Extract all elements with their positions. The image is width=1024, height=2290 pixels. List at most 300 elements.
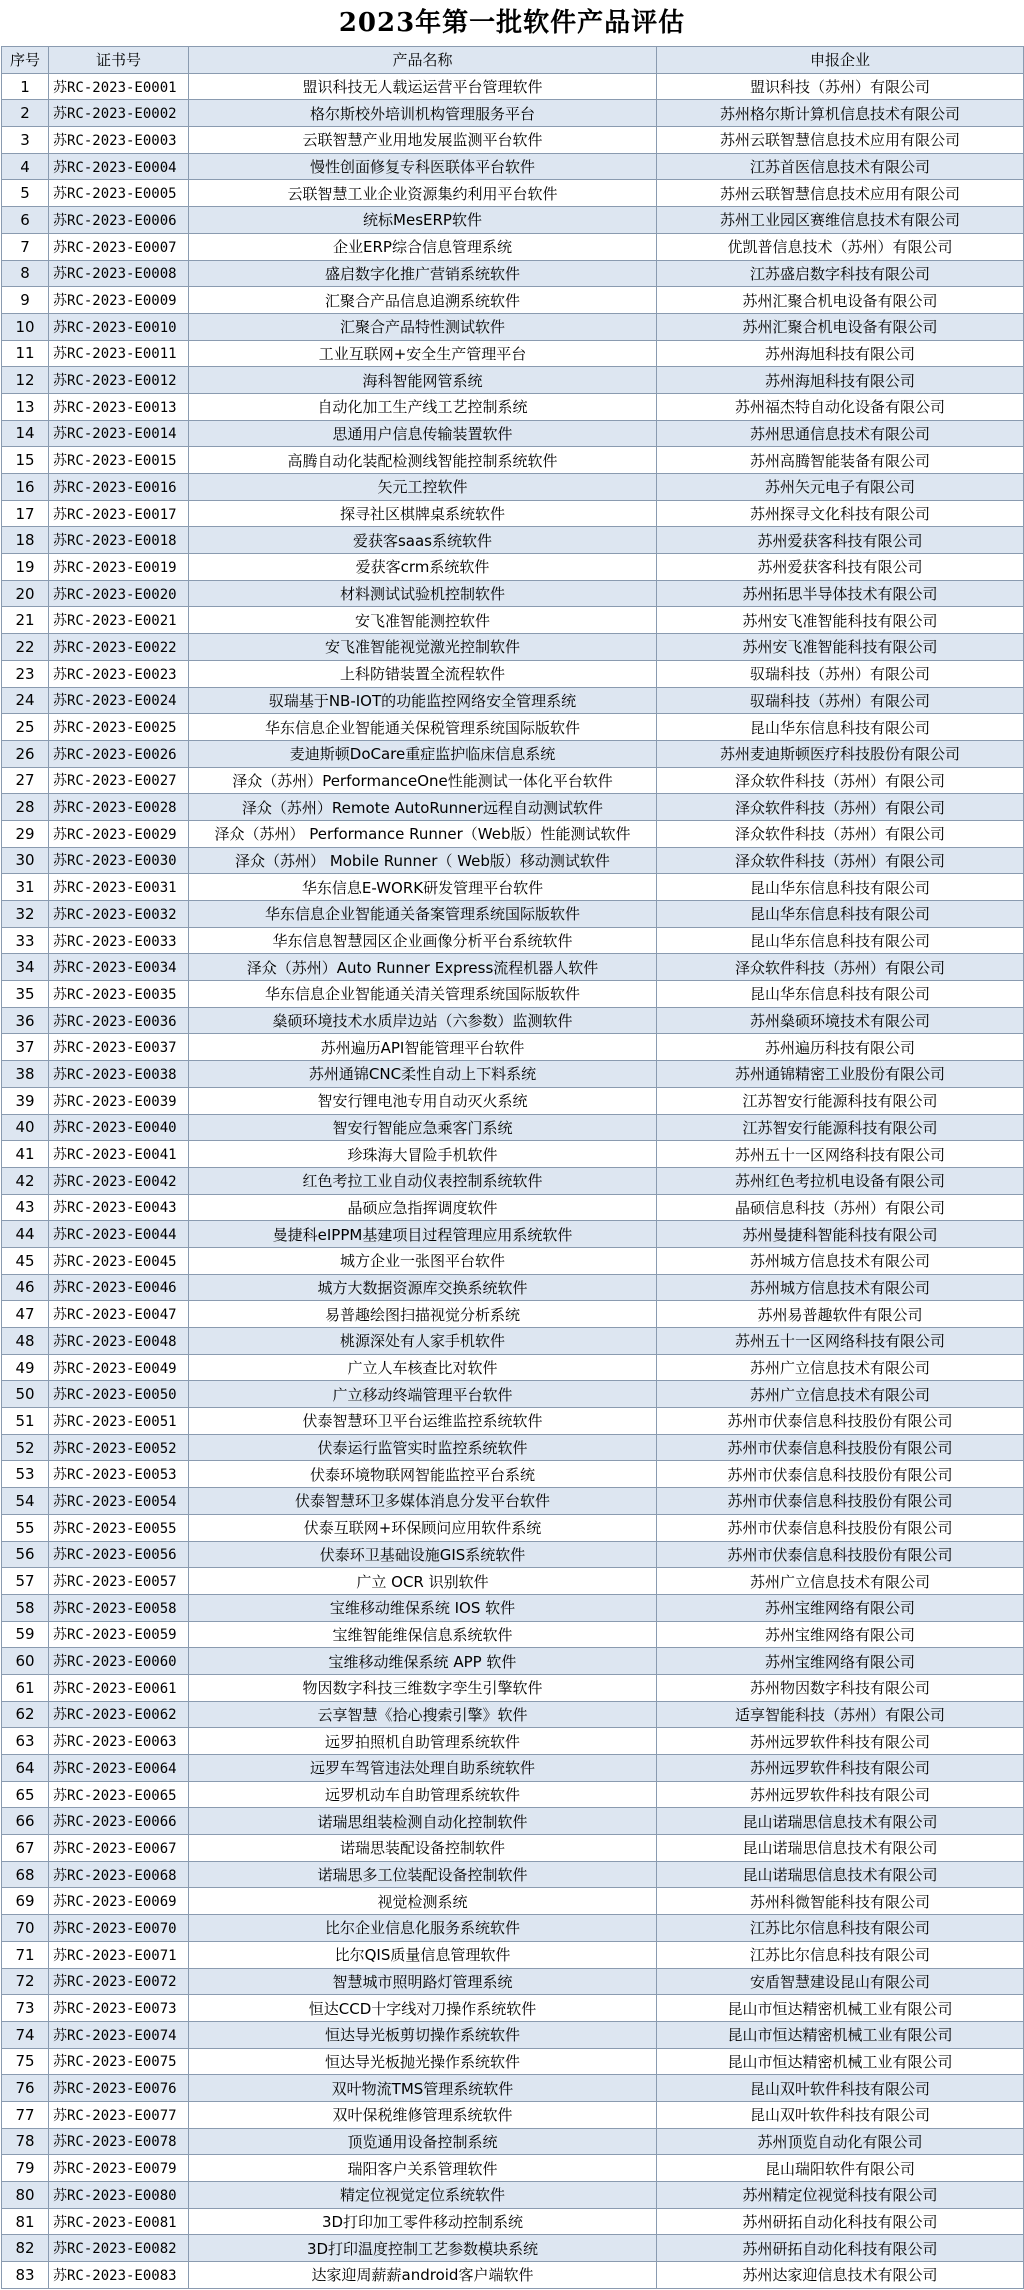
- serial-number-cell[interactable]: 9: [2, 287, 49, 314]
- product-name-cell[interactable]: 远罗拍照机自助管理系统软件: [189, 1728, 657, 1755]
- serial-number-cell[interactable]: 69: [2, 1888, 49, 1915]
- applicant-company-cell[interactable]: 苏州通锦精密工业股份有限公司: [657, 1061, 1024, 1088]
- applicant-company-cell[interactable]: 苏州工业园区赛维信息技术有限公司: [657, 207, 1024, 234]
- product-name-cell[interactable]: 3D打印加工零件移动控制系统: [189, 2208, 657, 2235]
- certificate-number-cell[interactable]: 苏RC-2023-E0055: [49, 1514, 189, 1541]
- applicant-company-cell[interactable]: 苏州麦迪斯顿医疗科技股份有限公司: [657, 740, 1024, 767]
- serial-number-cell[interactable]: 5: [2, 180, 49, 207]
- certificate-number-cell[interactable]: 苏RC-2023-E0059: [49, 1621, 189, 1648]
- applicant-company-cell[interactable]: 江苏比尔信息科技有限公司: [657, 1915, 1024, 1942]
- certificate-number-cell[interactable]: 苏RC-2023-E0012: [49, 367, 189, 394]
- product-name-cell[interactable]: 工业互联网+安全生产管理平台: [189, 340, 657, 367]
- applicant-company-cell[interactable]: 苏州思通信息技术有限公司: [657, 420, 1024, 447]
- serial-number-cell[interactable]: 66: [2, 1808, 49, 1835]
- certificate-number-cell[interactable]: 苏RC-2023-E0026: [49, 740, 189, 767]
- product-name-cell[interactable]: 视觉检测系统: [189, 1888, 657, 1915]
- serial-number-cell[interactable]: 64: [2, 1755, 49, 1782]
- applicant-company-cell[interactable]: 苏州科微智能科技有限公司: [657, 1888, 1024, 1915]
- certificate-number-cell[interactable]: 苏RC-2023-E0001: [49, 73, 189, 100]
- certificate-number-cell[interactable]: 苏RC-2023-E0007: [49, 233, 189, 260]
- product-name-cell[interactable]: 泽众（苏州）Remote AutoRunner远程自动测试软件: [189, 794, 657, 821]
- product-name-cell[interactable]: 广立人车核查比对软件: [189, 1354, 657, 1381]
- product-name-cell[interactable]: 物因数字科技三维数字孪生引擎软件: [189, 1674, 657, 1701]
- applicant-company-cell[interactable]: 苏州格尔斯计算机信息技术有限公司: [657, 100, 1024, 127]
- product-name-cell[interactable]: 云联智慧产业用地发展监测平台软件: [189, 127, 657, 154]
- applicant-company-cell[interactable]: 安盾智慧建设昆山有限公司: [657, 1968, 1024, 1995]
- serial-number-cell[interactable]: 28: [2, 794, 49, 821]
- applicant-company-cell[interactable]: 苏州广立信息技术有限公司: [657, 1381, 1024, 1408]
- applicant-company-cell[interactable]: 优凯普信息技术（苏州）有限公司: [657, 233, 1024, 260]
- applicant-company-cell[interactable]: 驭瑞科技（苏州）有限公司: [657, 687, 1024, 714]
- serial-number-cell[interactable]: 53: [2, 1461, 49, 1488]
- applicant-company-cell[interactable]: 泽众软件科技（苏州）有限公司: [657, 847, 1024, 874]
- certificate-number-cell[interactable]: 苏RC-2023-E0023: [49, 660, 189, 687]
- serial-number-cell[interactable]: 59: [2, 1621, 49, 1648]
- applicant-company-cell[interactable]: 苏州顶览自动化有限公司: [657, 2128, 1024, 2155]
- applicant-company-cell[interactable]: 苏州宝维网络有限公司: [657, 1621, 1024, 1648]
- product-name-cell[interactable]: 伏泰环境物联网智能监控平台系统: [189, 1461, 657, 1488]
- serial-number-cell[interactable]: 74: [2, 2021, 49, 2048]
- certificate-number-cell[interactable]: 苏RC-2023-E0002: [49, 100, 189, 127]
- header-product-name[interactable]: 产品名称: [189, 47, 657, 74]
- applicant-company-cell[interactable]: 苏州市伏泰信息科技股份有限公司: [657, 1434, 1024, 1461]
- certificate-number-cell[interactable]: 苏RC-2023-E0009: [49, 287, 189, 314]
- applicant-company-cell[interactable]: 苏州研拓自动化科技有限公司: [657, 2208, 1024, 2235]
- serial-number-cell[interactable]: 42: [2, 1167, 49, 1194]
- product-name-cell[interactable]: 精定位视觉定位系统软件: [189, 2182, 657, 2209]
- serial-number-cell[interactable]: 13: [2, 393, 49, 420]
- serial-number-cell[interactable]: 23: [2, 660, 49, 687]
- product-name-cell[interactable]: 探寻社区棋牌桌系统软件: [189, 500, 657, 527]
- certificate-number-cell[interactable]: 苏RC-2023-E0040: [49, 1114, 189, 1141]
- serial-number-cell[interactable]: 77: [2, 2101, 49, 2128]
- product-name-cell[interactable]: 泽众（苏州）Auto Runner Express流程机器人软件: [189, 954, 657, 981]
- serial-number-cell[interactable]: 14: [2, 420, 49, 447]
- product-name-cell[interactable]: 格尔斯校外培训机构管理服务平台: [189, 100, 657, 127]
- certificate-number-cell[interactable]: 苏RC-2023-E0010: [49, 313, 189, 340]
- applicant-company-cell[interactable]: 苏州研拓自动化科技有限公司: [657, 2235, 1024, 2262]
- product-name-cell[interactable]: 泽众（苏州）PerformanceOne性能测试一体化平台软件: [189, 767, 657, 794]
- certificate-number-cell[interactable]: 苏RC-2023-E0063: [49, 1728, 189, 1755]
- applicant-company-cell[interactable]: 泽众软件科技（苏州）有限公司: [657, 767, 1024, 794]
- product-name-cell[interactable]: 材料测试试验机控制软件: [189, 580, 657, 607]
- product-name-cell[interactable]: 诺瑞思装配设备控制软件: [189, 1835, 657, 1862]
- serial-number-cell[interactable]: 3: [2, 127, 49, 154]
- certificate-number-cell[interactable]: 苏RC-2023-E0006: [49, 207, 189, 234]
- serial-number-cell[interactable]: 22: [2, 634, 49, 661]
- certificate-number-cell[interactable]: 苏RC-2023-E0008: [49, 260, 189, 287]
- product-name-cell[interactable]: 自动化加工生产线工艺控制系统: [189, 393, 657, 420]
- product-name-cell[interactable]: 思通用户信息传输装置软件: [189, 420, 657, 447]
- applicant-company-cell[interactable]: 昆山双叶软件科技有限公司: [657, 2101, 1024, 2128]
- applicant-company-cell[interactable]: 昆山华东信息科技有限公司: [657, 981, 1024, 1008]
- serial-number-cell[interactable]: 45: [2, 1247, 49, 1274]
- product-name-cell[interactable]: 广立移动终端管理平台软件: [189, 1381, 657, 1408]
- serial-number-cell[interactable]: 8: [2, 260, 49, 287]
- product-name-cell[interactable]: 安飞准智能视觉激光控制软件: [189, 634, 657, 661]
- product-name-cell[interactable]: 城方企业一张图平台软件: [189, 1247, 657, 1274]
- applicant-company-cell[interactable]: 昆山诺瑞思信息技术有限公司: [657, 1808, 1024, 1835]
- applicant-company-cell[interactable]: 苏州爱获客科技有限公司: [657, 554, 1024, 581]
- product-name-cell[interactable]: 宝维智能维保信息系统软件: [189, 1621, 657, 1648]
- certificate-number-cell[interactable]: 苏RC-2023-E0031: [49, 874, 189, 901]
- applicant-company-cell[interactable]: 昆山华东信息科技有限公司: [657, 901, 1024, 928]
- certificate-number-cell[interactable]: 苏RC-2023-E0020: [49, 580, 189, 607]
- certificate-number-cell[interactable]: 苏RC-2023-E0075: [49, 2048, 189, 2075]
- applicant-company-cell[interactable]: 苏州物因数字科技有限公司: [657, 1674, 1024, 1701]
- serial-number-cell[interactable]: 7: [2, 233, 49, 260]
- applicant-company-cell[interactable]: 昆山华东信息科技有限公司: [657, 714, 1024, 741]
- product-name-cell[interactable]: 企业ERP综合信息管理系统: [189, 233, 657, 260]
- applicant-company-cell[interactable]: 苏州易普趣软件有限公司: [657, 1301, 1024, 1328]
- serial-number-cell[interactable]: 17: [2, 500, 49, 527]
- certificate-number-cell[interactable]: 苏RC-2023-E0024: [49, 687, 189, 714]
- product-name-cell[interactable]: 统标MesERP软件: [189, 207, 657, 234]
- certificate-number-cell[interactable]: 苏RC-2023-E0042: [49, 1167, 189, 1194]
- applicant-company-cell[interactable]: 昆山市恒达精密机械工业有限公司: [657, 1995, 1024, 2022]
- applicant-company-cell[interactable]: 苏州市伏泰信息科技股份有限公司: [657, 1488, 1024, 1515]
- applicant-company-cell[interactable]: 苏州安飞准智能科技有限公司: [657, 634, 1024, 661]
- serial-number-cell[interactable]: 26: [2, 740, 49, 767]
- serial-number-cell[interactable]: 32: [2, 901, 49, 928]
- product-name-cell[interactable]: 驭瑞基于NB-IOT的功能监控网络安全管理系统: [189, 687, 657, 714]
- certificate-number-cell[interactable]: 苏RC-2023-E0066: [49, 1808, 189, 1835]
- product-name-cell[interactable]: 远罗车驾管违法处理自助系统软件: [189, 1755, 657, 1782]
- certificate-number-cell[interactable]: 苏RC-2023-E0058: [49, 1594, 189, 1621]
- applicant-company-cell[interactable]: 昆山双叶软件科技有限公司: [657, 2075, 1024, 2102]
- serial-number-cell[interactable]: 36: [2, 1007, 49, 1034]
- product-name-cell[interactable]: 安飞准智能测控软件: [189, 607, 657, 634]
- serial-number-cell[interactable]: 68: [2, 1861, 49, 1888]
- serial-number-cell[interactable]: 70: [2, 1915, 49, 1942]
- certificate-number-cell[interactable]: 苏RC-2023-E0053: [49, 1461, 189, 1488]
- applicant-company-cell[interactable]: 昆山华东信息科技有限公司: [657, 874, 1024, 901]
- serial-number-cell[interactable]: 76: [2, 2075, 49, 2102]
- applicant-company-cell[interactable]: 苏州云联智慧信息技术应用有限公司: [657, 127, 1024, 154]
- certificate-number-cell[interactable]: 苏RC-2023-E0072: [49, 1968, 189, 1995]
- product-name-cell[interactable]: 伏泰智慧环卫多媒体消息分发平台软件: [189, 1488, 657, 1515]
- serial-number-cell[interactable]: 49: [2, 1354, 49, 1381]
- product-name-cell[interactable]: 矢元工控软件: [189, 474, 657, 501]
- serial-number-cell[interactable]: 52: [2, 1434, 49, 1461]
- product-name-cell[interactable]: 汇聚合产品信息追溯系统软件: [189, 287, 657, 314]
- applicant-company-cell[interactable]: 苏州远罗软件科技有限公司: [657, 1755, 1024, 1782]
- serial-number-cell[interactable]: 24: [2, 687, 49, 714]
- product-name-cell[interactable]: 桃源深处有人家手机软件: [189, 1328, 657, 1355]
- product-name-cell[interactable]: 诺瑞思多工位装配设备控制软件: [189, 1861, 657, 1888]
- applicant-company-cell[interactable]: 苏州福杰特自动化设备有限公司: [657, 393, 1024, 420]
- certificate-number-cell[interactable]: 苏RC-2023-E0038: [49, 1061, 189, 1088]
- certificate-number-cell[interactable]: 苏RC-2023-E0070: [49, 1915, 189, 1942]
- product-name-cell[interactable]: 高腾自动化装配检测线智能控制系统软件: [189, 447, 657, 474]
- certificate-number-cell[interactable]: 苏RC-2023-E0056: [49, 1541, 189, 1568]
- applicant-company-cell[interactable]: 苏州市伏泰信息科技股份有限公司: [657, 1514, 1024, 1541]
- certificate-number-cell[interactable]: 苏RC-2023-E0065: [49, 1781, 189, 1808]
- certificate-number-cell[interactable]: 苏RC-2023-E0030: [49, 847, 189, 874]
- serial-number-cell[interactable]: 56: [2, 1541, 49, 1568]
- certificate-number-cell[interactable]: 苏RC-2023-E0074: [49, 2021, 189, 2048]
- certificate-number-cell[interactable]: 苏RC-2023-E0021: [49, 607, 189, 634]
- product-name-cell[interactable]: 汇聚合产品特性测试软件: [189, 313, 657, 340]
- serial-number-cell[interactable]: 58: [2, 1594, 49, 1621]
- serial-number-cell[interactable]: 11: [2, 340, 49, 367]
- product-name-cell[interactable]: 易普趣绘图扫描视觉分析系统: [189, 1301, 657, 1328]
- certificate-number-cell[interactable]: 苏RC-2023-E0068: [49, 1861, 189, 1888]
- serial-number-cell[interactable]: 39: [2, 1087, 49, 1114]
- product-name-cell[interactable]: 云享智慧《拾心搜索引擎》软件: [189, 1701, 657, 1728]
- applicant-company-cell[interactable]: 昆山市恒达精密机械工业有限公司: [657, 2048, 1024, 2075]
- certificate-number-cell[interactable]: 苏RC-2023-E0076: [49, 2075, 189, 2102]
- applicant-company-cell[interactable]: 苏州精定位视觉科技有限公司: [657, 2182, 1024, 2209]
- serial-number-cell[interactable]: 2: [2, 100, 49, 127]
- product-name-cell[interactable]: 广立 OCR 识别软件: [189, 1568, 657, 1595]
- serial-number-cell[interactable]: 29: [2, 820, 49, 847]
- applicant-company-cell[interactable]: 苏州市伏泰信息科技股份有限公司: [657, 1408, 1024, 1435]
- applicant-company-cell[interactable]: 江苏智安行能源科技有限公司: [657, 1087, 1024, 1114]
- applicant-company-cell[interactable]: 苏州远罗软件科技有限公司: [657, 1728, 1024, 1755]
- product-name-cell[interactable]: 宝维移动维保系统 APP 软件: [189, 1648, 657, 1675]
- serial-number-cell[interactable]: 78: [2, 2128, 49, 2155]
- product-name-cell[interactable]: 珍珠海大冒险手机软件: [189, 1141, 657, 1168]
- certificate-number-cell[interactable]: 苏RC-2023-E0054: [49, 1488, 189, 1515]
- certificate-number-cell[interactable]: 苏RC-2023-E0078: [49, 2128, 189, 2155]
- certificate-number-cell[interactable]: 苏RC-2023-E0049: [49, 1354, 189, 1381]
- applicant-company-cell[interactable]: 苏州海旭科技有限公司: [657, 367, 1024, 394]
- serial-number-cell[interactable]: 6: [2, 207, 49, 234]
- serial-number-cell[interactable]: 82: [2, 2235, 49, 2262]
- serial-number-cell[interactable]: 62: [2, 1701, 49, 1728]
- certificate-number-cell[interactable]: 苏RC-2023-E0061: [49, 1674, 189, 1701]
- certificate-number-cell[interactable]: 苏RC-2023-E0004: [49, 153, 189, 180]
- applicant-company-cell[interactable]: 苏州海旭科技有限公司: [657, 340, 1024, 367]
- applicant-company-cell[interactable]: 苏州汇聚合机电设备有限公司: [657, 287, 1024, 314]
- product-name-cell[interactable]: 恒达CCD十字线对刀操作系统软件: [189, 1995, 657, 2022]
- applicant-company-cell[interactable]: 苏州宝维网络有限公司: [657, 1594, 1024, 1621]
- product-name-cell[interactable]: 远罗机动车自助管理系统软件: [189, 1781, 657, 1808]
- product-name-cell[interactable]: 盛启数字化推广营销系统软件: [189, 260, 657, 287]
- serial-number-cell[interactable]: 75: [2, 2048, 49, 2075]
- applicant-company-cell[interactable]: 苏州广立信息技术有限公司: [657, 1354, 1024, 1381]
- header-certificate-number[interactable]: 证书号: [49, 47, 189, 74]
- certificate-number-cell[interactable]: 苏RC-2023-E0079: [49, 2155, 189, 2182]
- serial-number-cell[interactable]: 18: [2, 527, 49, 554]
- serial-number-cell[interactable]: 81: [2, 2208, 49, 2235]
- applicant-company-cell[interactable]: 苏州爱获客科技有限公司: [657, 527, 1024, 554]
- product-name-cell[interactable]: 伏泰环卫基础设施GIS系统软件: [189, 1541, 657, 1568]
- applicant-company-cell[interactable]: 泽众软件科技（苏州）有限公司: [657, 794, 1024, 821]
- serial-number-cell[interactable]: 30: [2, 847, 49, 874]
- product-name-cell[interactable]: 华东信息企业智能通关备案管理系统国际版软件: [189, 901, 657, 928]
- serial-number-cell[interactable]: 71: [2, 1941, 49, 1968]
- product-name-cell[interactable]: 伏泰互联网+环保顾问应用软件系统: [189, 1514, 657, 1541]
- product-name-cell[interactable]: 泽众（苏州） Mobile Runner（ Web版）移动测试软件: [189, 847, 657, 874]
- applicant-company-cell[interactable]: 苏州云联智慧信息技术应用有限公司: [657, 180, 1024, 207]
- product-name-cell[interactable]: 麦迪斯顿DoCare重症监护临床信息系统: [189, 740, 657, 767]
- serial-number-cell[interactable]: 31: [2, 874, 49, 901]
- certificate-number-cell[interactable]: 苏RC-2023-E0060: [49, 1648, 189, 1675]
- applicant-company-cell[interactable]: 昆山市恒达精密机械工业有限公司: [657, 2021, 1024, 2048]
- applicant-company-cell[interactable]: 江苏比尔信息科技有限公司: [657, 1941, 1024, 1968]
- applicant-company-cell[interactable]: 苏州遍历科技有限公司: [657, 1034, 1024, 1061]
- applicant-company-cell[interactable]: 江苏智安行能源科技有限公司: [657, 1114, 1024, 1141]
- product-name-cell[interactable]: 爱获客crm系统软件: [189, 554, 657, 581]
- certificate-number-cell[interactable]: 苏RC-2023-E0064: [49, 1755, 189, 1782]
- applicant-company-cell[interactable]: 苏州探寻文化科技有限公司: [657, 500, 1024, 527]
- product-name-cell[interactable]: 伏泰运行监管实时监控系统软件: [189, 1434, 657, 1461]
- applicant-company-cell[interactable]: 晶硕信息科技（苏州）有限公司: [657, 1194, 1024, 1221]
- certificate-number-cell[interactable]: 苏RC-2023-E0057: [49, 1568, 189, 1595]
- product-name-cell[interactable]: 晶硕应急指挥调度软件: [189, 1194, 657, 1221]
- certificate-number-cell[interactable]: 苏RC-2023-E0062: [49, 1701, 189, 1728]
- certificate-number-cell[interactable]: 苏RC-2023-E0032: [49, 901, 189, 928]
- applicant-company-cell[interactable]: 泽众软件科技（苏州）有限公司: [657, 954, 1024, 981]
- product-name-cell[interactable]: 双叶物流TMS管理系统软件: [189, 2075, 657, 2102]
- serial-number-cell[interactable]: 16: [2, 474, 49, 501]
- applicant-company-cell[interactable]: 适享智能科技（苏州）有限公司: [657, 1701, 1024, 1728]
- product-name-cell[interactable]: 爱获客saas系统软件: [189, 527, 657, 554]
- certificate-number-cell[interactable]: 苏RC-2023-E0033: [49, 927, 189, 954]
- product-name-cell[interactable]: 伏泰智慧环卫平台运维监控系统软件: [189, 1408, 657, 1435]
- certificate-number-cell[interactable]: 苏RC-2023-E0069: [49, 1888, 189, 1915]
- serial-number-cell[interactable]: 51: [2, 1408, 49, 1435]
- certificate-number-cell[interactable]: 苏RC-2023-E0028: [49, 794, 189, 821]
- serial-number-cell[interactable]: 44: [2, 1221, 49, 1248]
- header-serial-number[interactable]: 序号: [2, 47, 49, 74]
- serial-number-cell[interactable]: 43: [2, 1194, 49, 1221]
- certificate-number-cell[interactable]: 苏RC-2023-E0014: [49, 420, 189, 447]
- certificate-number-cell[interactable]: 苏RC-2023-E0022: [49, 634, 189, 661]
- product-name-cell[interactable]: 苏州遍历API智能管理平台软件: [189, 1034, 657, 1061]
- serial-number-cell[interactable]: 12: [2, 367, 49, 394]
- applicant-company-cell[interactable]: 苏州高腾智能装备有限公司: [657, 447, 1024, 474]
- product-name-cell[interactable]: 比尔QIS质量信息管理软件: [189, 1941, 657, 1968]
- certificate-number-cell[interactable]: 苏RC-2023-E0027: [49, 767, 189, 794]
- applicant-company-cell[interactable]: 苏州拓思半导体技术有限公司: [657, 580, 1024, 607]
- product-name-cell[interactable]: 城方大数据资源库交换系统软件: [189, 1274, 657, 1301]
- certificate-number-cell[interactable]: 苏RC-2023-E0046: [49, 1274, 189, 1301]
- product-name-cell[interactable]: 华东信息E-WORK研发管理平台软件: [189, 874, 657, 901]
- certificate-number-cell[interactable]: 苏RC-2023-E0005: [49, 180, 189, 207]
- product-name-cell[interactable]: 比尔企业信息化服务系统软件: [189, 1915, 657, 1942]
- serial-number-cell[interactable]: 54: [2, 1488, 49, 1515]
- applicant-company-cell[interactable]: 盟识科技（苏州）有限公司: [657, 73, 1024, 100]
- certificate-number-cell[interactable]: 苏RC-2023-E0071: [49, 1941, 189, 1968]
- serial-number-cell[interactable]: 10: [2, 313, 49, 340]
- certificate-number-cell[interactable]: 苏RC-2023-E0050: [49, 1381, 189, 1408]
- certificate-number-cell[interactable]: 苏RC-2023-E0067: [49, 1835, 189, 1862]
- certificate-number-cell[interactable]: 苏RC-2023-E0081: [49, 2208, 189, 2235]
- serial-number-cell[interactable]: 72: [2, 1968, 49, 1995]
- applicant-company-cell[interactable]: 苏州安飞准智能科技有限公司: [657, 607, 1024, 634]
- serial-number-cell[interactable]: 83: [2, 2262, 49, 2289]
- certificate-number-cell[interactable]: 苏RC-2023-E0035: [49, 981, 189, 1008]
- serial-number-cell[interactable]: 47: [2, 1301, 49, 1328]
- product-name-cell[interactable]: 海科智能网管系统: [189, 367, 657, 394]
- serial-number-cell[interactable]: 20: [2, 580, 49, 607]
- applicant-company-cell[interactable]: 江苏盛启数字科技有限公司: [657, 260, 1024, 287]
- applicant-company-cell[interactable]: 苏州广立信息技术有限公司: [657, 1568, 1024, 1595]
- certificate-number-cell[interactable]: 苏RC-2023-E0003: [49, 127, 189, 154]
- product-name-cell[interactable]: 慢性创面修复专科医联体平台软件: [189, 153, 657, 180]
- certificate-number-cell[interactable]: 苏RC-2023-E0036: [49, 1007, 189, 1034]
- certificate-number-cell[interactable]: 苏RC-2023-E0017: [49, 500, 189, 527]
- applicant-company-cell[interactable]: 昆山瑞阳软件有限公司: [657, 2155, 1024, 2182]
- header-applicant-company[interactable]: 申报企业: [657, 47, 1024, 74]
- applicant-company-cell[interactable]: 苏州红色考拉机电设备有限公司: [657, 1167, 1024, 1194]
- product-name-cell[interactable]: 3D打印温度控制工艺参数模块系统: [189, 2235, 657, 2262]
- serial-number-cell[interactable]: 1: [2, 73, 49, 100]
- serial-number-cell[interactable]: 25: [2, 714, 49, 741]
- product-name-cell[interactable]: 华东信息智慧园区企业画像分析平台系统软件: [189, 927, 657, 954]
- product-name-cell[interactable]: 盟识科技无人载运运营平台管理软件: [189, 73, 657, 100]
- serial-number-cell[interactable]: 48: [2, 1328, 49, 1355]
- certificate-number-cell[interactable]: 苏RC-2023-E0083: [49, 2262, 189, 2289]
- product-name-cell[interactable]: 诺瑞思组装检测自动化控制软件: [189, 1808, 657, 1835]
- serial-number-cell[interactable]: 73: [2, 1995, 49, 2022]
- product-name-cell[interactable]: 云联智慧工业企业资源集约利用平台软件: [189, 180, 657, 207]
- applicant-company-cell[interactable]: 苏州宝维网络有限公司: [657, 1648, 1024, 1675]
- serial-number-cell[interactable]: 33: [2, 927, 49, 954]
- serial-number-cell[interactable]: 38: [2, 1061, 49, 1088]
- product-name-cell[interactable]: 苏州通锦CNC柔性自动上下料系统: [189, 1061, 657, 1088]
- certificate-number-cell[interactable]: 苏RC-2023-E0025: [49, 714, 189, 741]
- serial-number-cell[interactable]: 27: [2, 767, 49, 794]
- serial-number-cell[interactable]: 79: [2, 2155, 49, 2182]
- applicant-company-cell[interactable]: 驭瑞科技（苏州）有限公司: [657, 660, 1024, 687]
- serial-number-cell[interactable]: 61: [2, 1674, 49, 1701]
- applicant-company-cell[interactable]: 苏州城方信息技术有限公司: [657, 1274, 1024, 1301]
- certificate-number-cell[interactable]: 苏RC-2023-E0015: [49, 447, 189, 474]
- certificate-number-cell[interactable]: 苏RC-2023-E0080: [49, 2182, 189, 2209]
- serial-number-cell[interactable]: 50: [2, 1381, 49, 1408]
- serial-number-cell[interactable]: 4: [2, 153, 49, 180]
- serial-number-cell[interactable]: 35: [2, 981, 49, 1008]
- product-name-cell[interactable]: 燊硕环境技术水质岸边站（六参数）监测软件: [189, 1007, 657, 1034]
- product-name-cell[interactable]: 智慧城市照明路灯管理系统: [189, 1968, 657, 1995]
- serial-number-cell[interactable]: 46: [2, 1274, 49, 1301]
- applicant-company-cell[interactable]: 苏州曼捷科智能科技有限公司: [657, 1221, 1024, 1248]
- certificate-number-cell[interactable]: 苏RC-2023-E0037: [49, 1034, 189, 1061]
- certificate-number-cell[interactable]: 苏RC-2023-E0082: [49, 2235, 189, 2262]
- serial-number-cell[interactable]: 55: [2, 1514, 49, 1541]
- certificate-number-cell[interactable]: 苏RC-2023-E0039: [49, 1087, 189, 1114]
- applicant-company-cell[interactable]: 苏州矢元电子有限公司: [657, 474, 1024, 501]
- certificate-number-cell[interactable]: 苏RC-2023-E0045: [49, 1247, 189, 1274]
- certificate-number-cell[interactable]: 苏RC-2023-E0048: [49, 1328, 189, 1355]
- product-name-cell[interactable]: 曼捷科eIPPM基建项目过程管理应用系统软件: [189, 1221, 657, 1248]
- applicant-company-cell[interactable]: 苏州城方信息技术有限公司: [657, 1247, 1024, 1274]
- applicant-company-cell[interactable]: 苏州燊硕环境技术有限公司: [657, 1007, 1024, 1034]
- certificate-number-cell[interactable]: 苏RC-2023-E0043: [49, 1194, 189, 1221]
- serial-number-cell[interactable]: 34: [2, 954, 49, 981]
- product-name-cell[interactable]: 华东信息企业智能通关清关管理系统国际版软件: [189, 981, 657, 1008]
- product-name-cell[interactable]: 双叶保税维修管理系统软件: [189, 2101, 657, 2128]
- applicant-company-cell[interactable]: 昆山华东信息科技有限公司: [657, 927, 1024, 954]
- applicant-company-cell[interactable]: 苏州五十一区网络科技有限公司: [657, 1141, 1024, 1168]
- certificate-number-cell[interactable]: 苏RC-2023-E0051: [49, 1408, 189, 1435]
- applicant-company-cell[interactable]: 苏州汇聚合机电设备有限公司: [657, 313, 1024, 340]
- applicant-company-cell[interactable]: 苏州市伏泰信息科技股份有限公司: [657, 1541, 1024, 1568]
- applicant-company-cell[interactable]: 苏州市伏泰信息科技股份有限公司: [657, 1461, 1024, 1488]
- product-name-cell[interactable]: 瑞阳客户关系管理软件: [189, 2155, 657, 2182]
- serial-number-cell[interactable]: 63: [2, 1728, 49, 1755]
- product-name-cell[interactable]: 智安行锂电池专用自动灭火系统: [189, 1087, 657, 1114]
- certificate-number-cell[interactable]: 苏RC-2023-E0034: [49, 954, 189, 981]
- serial-number-cell[interactable]: 80: [2, 2182, 49, 2209]
- serial-number-cell[interactable]: 41: [2, 1141, 49, 1168]
- certificate-number-cell[interactable]: 苏RC-2023-E0047: [49, 1301, 189, 1328]
- product-name-cell[interactable]: 上科防错装置全流程软件: [189, 660, 657, 687]
